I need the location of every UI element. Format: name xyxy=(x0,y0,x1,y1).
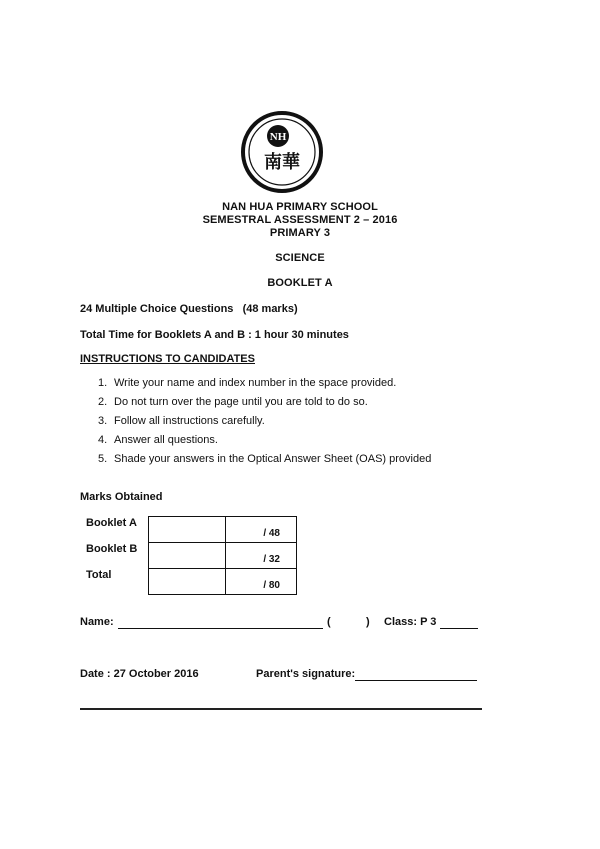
level-title: PRIMARY 3 xyxy=(269,227,331,239)
bottom-divider xyxy=(80,708,482,710)
logo-chinese: 南華 xyxy=(264,152,300,173)
row-label-booklet-a: Booklet A xyxy=(86,517,137,529)
row-label-booklet-b: Booklet B xyxy=(86,543,138,555)
table-row xyxy=(149,517,297,543)
class-label: Class: P 3 xyxy=(384,616,437,628)
score-cell[interactable] xyxy=(149,569,226,595)
booklet-title: BOOKLET A xyxy=(267,277,333,289)
instruction-item: 2. Do not turn over the page until you are told to do so. xyxy=(98,396,368,408)
assessment-title: SEMESTRAL ASSESSMENT 2 – 2016 xyxy=(202,214,398,226)
logo-initials: NH xyxy=(269,131,287,143)
index-paren-open: ( xyxy=(327,616,331,628)
school-logo xyxy=(240,110,324,194)
table-row xyxy=(149,543,297,569)
class-field[interactable] xyxy=(440,628,478,629)
table-row xyxy=(149,569,297,595)
index-paren-close: ) xyxy=(366,616,370,628)
questions-info: 24 Multiple Choice Questions (48 marks) xyxy=(80,303,298,315)
max-cell: / 32 xyxy=(226,543,297,569)
instruction-item: 5. Shade your answers in the Optical Answer Sheet (OAS) provided xyxy=(98,453,432,465)
instruction-item: 3. Follow all instructions carefully. xyxy=(98,415,265,427)
marks-heading: Marks Obtained xyxy=(80,491,163,503)
score-cell[interactable] xyxy=(149,517,226,543)
marks-table xyxy=(148,516,297,595)
subject-title: SCIENCE xyxy=(275,252,325,264)
instruction-item: 4. Answer all questions. xyxy=(98,434,218,446)
signature-field[interactable] xyxy=(355,680,477,681)
instructions-heading: INSTRUCTIONS TO CANDIDATES xyxy=(80,353,255,365)
time-info: Total Time for Booklets A and B : 1 hour 30 minutes xyxy=(80,329,349,341)
exam-date: Date : 27 October 2016 xyxy=(80,668,199,680)
school-name: NAN HUA PRIMARY SCHOOL xyxy=(222,201,378,213)
max-cell: / 80 xyxy=(226,569,297,595)
instructions-list xyxy=(98,374,431,469)
signature-label: Parent's signature: xyxy=(256,668,356,680)
max-cell: / 48 xyxy=(226,517,297,543)
name-label: Name: xyxy=(80,616,114,628)
instruction-item: 1. Write your name and index number in the space provided. xyxy=(98,377,397,389)
name-field[interactable] xyxy=(118,628,323,629)
score-cell[interactable] xyxy=(149,543,226,569)
row-label-total: Total xyxy=(86,569,112,581)
